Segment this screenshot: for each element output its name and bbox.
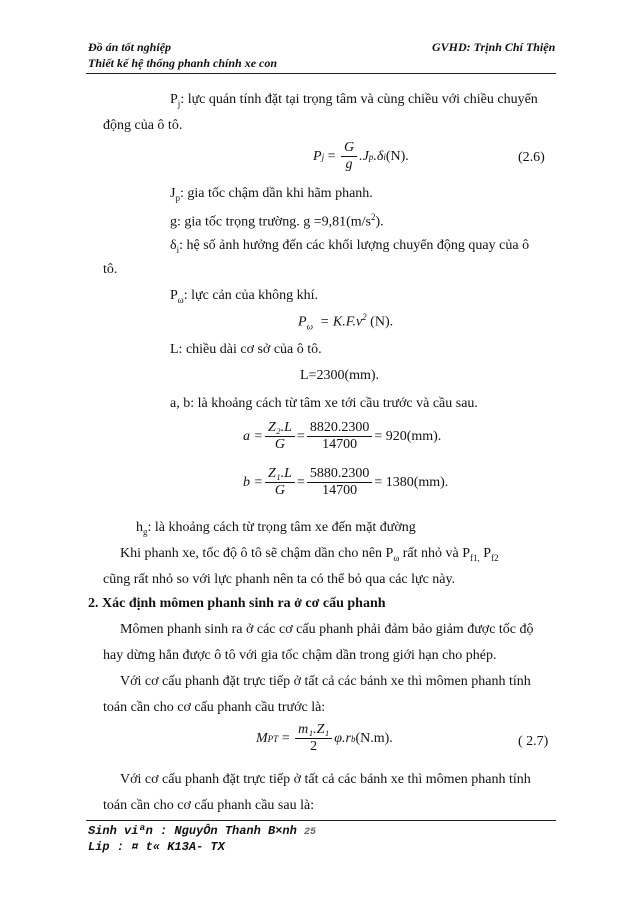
g-definition: g: gia tốc trọng trường. $g =9,81(m/s^2)$. bbox=[170, 212, 384, 230]
pj-definition-cont: động của ô tô. bbox=[103, 118, 183, 133]
braking-paragraph-cont: cũng rất nhỏ so với lực phanh nên ta có thể bỏ qua các lực này. bbox=[103, 572, 456, 587]
equation-b: b = $\frac{\text{Z₁.L}}{G}$ = $\frac{5880.2300}{14700}$ = 1380(mm). bbox=[243, 466, 449, 498]
section-heading: 2. Xác định mômen phanh sinh ra ở cơ cấu phanh bbox=[88, 596, 386, 611]
jp-definition: $J_p$: gia tốc chậm dần khi hãm phanh. bbox=[170, 186, 373, 203]
equation-number-2-6: (2.6) bbox=[518, 150, 545, 165]
hg-definition: $h_g$: là khoảng cách từ trọng tâm xe đến mặt đường bbox=[136, 520, 416, 537]
delta-definition: $\delta_i$: hệ số ảnh hưởng đến các khối lượng chuyển động quay của ô bbox=[170, 238, 530, 255]
paragraph-1-line-1: Mômen phanh sinh ra ở các cơ cấu phanh phải đảm bảo giảm được tốc độ bbox=[120, 622, 534, 637]
ab-definition: a, b: là khoảng cách từ tâm xe tới cầu trước và cầu sau. bbox=[170, 396, 478, 411]
equation-2-7: M PT = $\frac{\text{m₁.Z₁}}{2}$ φ.r b (N.m). bbox=[256, 722, 393, 754]
delta-definition-cont: tô. bbox=[103, 262, 118, 277]
equation-2-6: P j = $\frac{G}{g}$ .J p .δ i (N). bbox=[313, 140, 409, 172]
pj-definition: $P_j$: lực quán tính đặt tại trọng tâm và cùng chiều với chiều chuyển bbox=[170, 92, 538, 109]
equation-a: a = $\frac{\text{Z₂.L}}{G}$ = $\frac{8820.2300}{14700}$ = 920(mm). bbox=[243, 420, 442, 452]
pw-definition: $P_\omega$: lực cản của không khí. bbox=[170, 288, 319, 305]
equation-air-resistance: $P_\omega = K.F.v^2$ (N). bbox=[298, 312, 394, 332]
header-rule bbox=[86, 73, 556, 74]
paragraph-3-line-1: Với cơ cấu phanh đặt trực tiếp ở tất cả các bánh xe thì mômen phanh tính bbox=[120, 772, 531, 787]
l-definition: L: chiều dài cơ sở của ô tô. bbox=[170, 342, 322, 357]
l-value: L=2300(mm). bbox=[300, 368, 380, 383]
page-number: 25 bbox=[304, 827, 317, 838]
footer-student: Sinh viªn : NguyÔn Thanh B×nh 25 bbox=[88, 824, 317, 838]
paragraph-2-line-2: toán cần cho cơ cấu phanh cầu trước là: bbox=[103, 700, 326, 715]
header-subtitle: Thiết kế hệ thống phanh chính xe con bbox=[88, 56, 278, 70]
paragraph-2-line-1: Với cơ cấu phanh đặt trực tiếp ở tất cả các bánh xe thì mômen phanh tính bbox=[120, 674, 531, 689]
braking-paragraph: Khi phanh xe, tốc độ ô tô sẽ chậm dần cho nên $P_\omega$ rất nhỏ và $P_{f1,}$ $P_{f2}$ bbox=[120, 546, 499, 563]
paragraph-1-line-2: hay dừng hẳn được ô tô với gia tốc chậm dần trong giới hạn cho phép. bbox=[103, 648, 497, 663]
header-supervisor: GVHD: Trịnh Chí Thiện bbox=[432, 40, 556, 54]
footer-class: Lip : ¤ t« K13A- TX bbox=[88, 840, 225, 854]
equation-number-2-7: ( 2.7) bbox=[518, 734, 549, 749]
header-title: Đồ án tốt nghiệp bbox=[88, 40, 172, 54]
paragraph-3-line-2: toán cần cho cơ cấu phanh cầu sau là: bbox=[103, 798, 315, 813]
footer-rule bbox=[86, 820, 556, 821]
